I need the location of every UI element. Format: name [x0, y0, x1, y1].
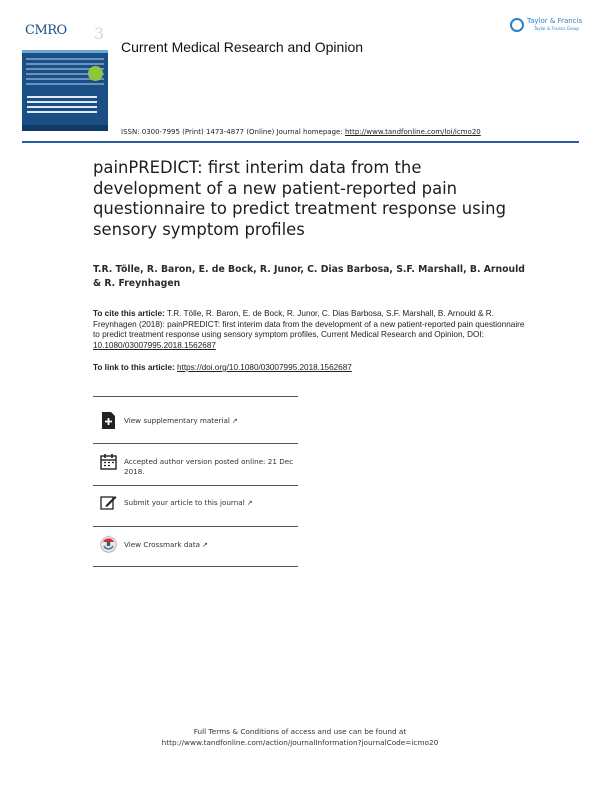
article-authors: T.R. Tölle, R. Baron, E. de Bock, R. Junor, C. Dias Barbosa, S.F. Marshall, B. Arnould & R. Freynhagen [93, 264, 525, 289]
divider [93, 526, 298, 527]
journal-cover-image [22, 20, 108, 131]
publisher-logo-name: Taylor & Francis [527, 17, 583, 25]
article-doi-url[interactable]: https://doi.org/10.1080/03007995.2018.1562687 [177, 363, 352, 372]
accepted-version-label: Accepted author version posted online: 21 Dec 2018. [124, 457, 294, 476]
footer [0, 727, 600, 748]
cover-badge-icon [88, 66, 103, 81]
publisher-logo-tagline: Taylor & Francis Group [534, 26, 579, 31]
crossmark-icon [100, 536, 117, 553]
header-divider [22, 141, 579, 143]
journal-homepage-link[interactable]: http://www.tandfonline.com/loi/icmo20 [344, 128, 481, 136]
footer-terms-link[interactable]: http://www.tandfonline.com/action/journalInformation?journalCode=icmo20 [161, 737, 439, 747]
doi-link[interactable]: 10.1080/03007995.2018.1562687 [93, 341, 216, 351]
issn-line [121, 128, 481, 136]
external-link-icon: ↗ [246, 499, 253, 507]
divider [93, 566, 298, 567]
journal-name: Current Medical Research and Opinion [121, 39, 364, 55]
submit-article-label: Submit your article to this journal [124, 498, 245, 507]
citation-text: T.R. Tölle, R. Baron, E. de Bock, R. Junor, C. Dias Barbosa, S.F. Marshall, B. Arnould & R. Freynhagen (2018): painPREDICT: first interim data from the development of a new patient-reported pain questionnaire to predict treatment response using sensory symptom profiles, Current Medical Research and Opinion, DOI: [93, 309, 525, 340]
supplementary-icon [100, 412, 117, 429]
divider [93, 396, 298, 397]
cover-volume: 3 [94, 24, 105, 43]
footer-terms-text: Full Terms & Conditions of access and use can be found at [193, 727, 407, 736]
supplementary-label: View supplementary material [124, 416, 230, 425]
divider [93, 443, 298, 444]
external-link-icon: ↗ [202, 541, 208, 549]
calendar-icon [100, 453, 117, 470]
issn-text: ISSN: 0300-7995 (Print) 1473-4877 (Online) Journal homepage: [121, 128, 345, 136]
citation-block [93, 309, 533, 352]
publisher-logo[interactable] [510, 16, 585, 36]
article-title: painPREDICT: first interim data from the development of a new patient-reported pain questionnaire to predict treatment response using sensory symptom profiles [93, 158, 506, 239]
cover-title: CMRO [25, 23, 67, 38]
article-link-line [93, 363, 352, 372]
external-link-icon: ↗ [231, 417, 238, 425]
publisher-logo-icon [510, 18, 524, 32]
citation-label: To cite this article: [93, 309, 165, 318]
edit-icon [100, 494, 117, 511]
divider [93, 485, 298, 486]
crossmark-label: View Crossmark data [124, 540, 201, 549]
link-label: To link to this article: [93, 363, 178, 372]
